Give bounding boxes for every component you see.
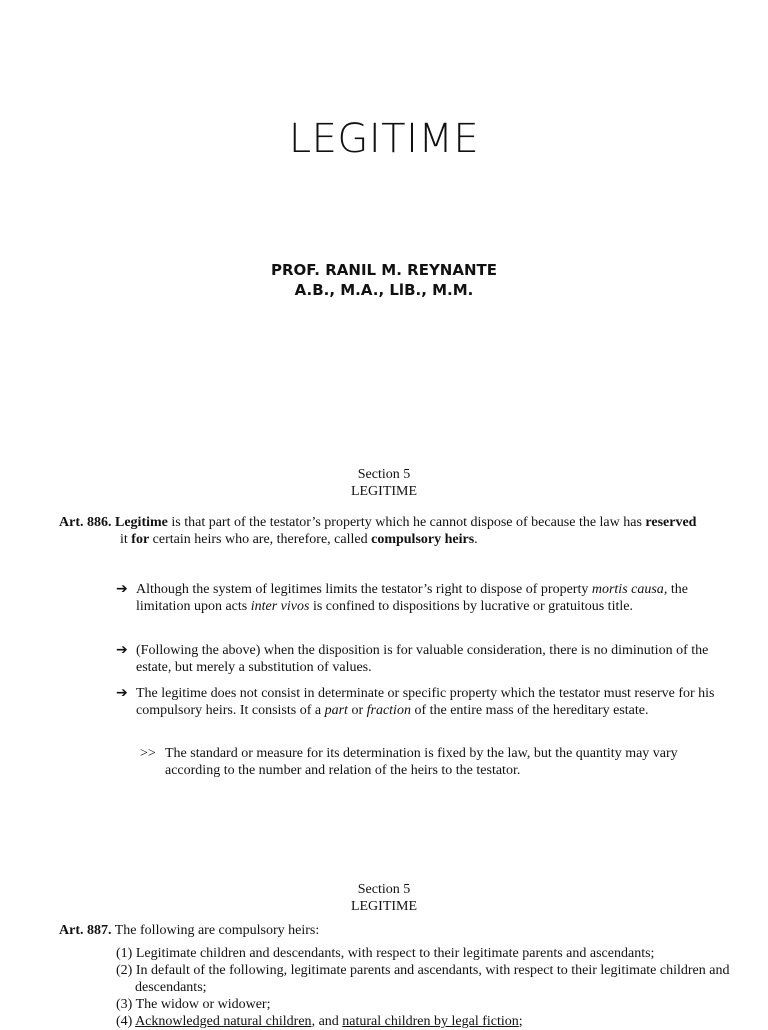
article-number: Art. 887.	[59, 923, 112, 938]
underlined-term: natural children by legal fiction	[342, 1014, 519, 1029]
bullet-text: The legitime does not consist in determinate or specific property which the testator must reserve for his compulsory heirs. It consists of a	[136, 686, 715, 718]
section-heading	[0, 466, 768, 500]
bullet-item	[116, 685, 716, 719]
list-item: (3) The widow or widower;	[116, 997, 271, 1012]
right-arrow-icon: ➔	[116, 685, 128, 701]
bullet-text: is confined to dispositions by lucrative or gratuitous title.	[309, 599, 633, 614]
section-title: LEGITIME	[350, 899, 418, 914]
bullet-text: (Following the above) when the disposition is for valuable consideration, there is no diminution of the estate, but merely a substitution of values.	[136, 643, 709, 675]
section-heading	[0, 881, 768, 915]
article-text: The following are compulsory heirs:	[111, 923, 320, 938]
italic-term: mortis causa	[591, 582, 664, 597]
section-label: Section 5	[357, 467, 411, 482]
underlined-term: Acknowledged natural children	[135, 1014, 312, 1029]
sub-bullet-text: The standard or measure for its determination is fixed by the law, but the quantity may vary according to the number and relation of the heirs to the testator.	[165, 746, 678, 778]
bullet-text: or	[347, 703, 367, 718]
bullet-item	[116, 581, 716, 615]
list-item	[116, 1013, 756, 1030]
compulsory-heirs-list	[116, 945, 756, 1030]
sub-bullet-item	[140, 745, 725, 779]
right-arrow-icon: ➔	[116, 642, 128, 658]
italic-term: part	[324, 703, 348, 718]
article-number: Art. 886.	[59, 515, 112, 530]
bullet-text: Although the system of legitimes limits the testator’s right to dispose of property	[136, 582, 592, 597]
section-label: Section 5	[357, 882, 411, 897]
article-text	[59, 514, 699, 548]
bullet-text: of the entire mass of the hereditary estate.	[410, 703, 649, 718]
article-text-part: .	[474, 532, 478, 547]
bold-compulsory-heirs: compulsory heirs	[371, 532, 475, 547]
list-item: (1) Legitimate children and descendants, with respect to their legitimate parents and ascendants;	[116, 946, 655, 961]
list-item: (2) In default of the following, legitimate parents and ascendants, with respect to their legitimate children and descendants;	[116, 963, 730, 995]
sub-bullet-mark: >>	[140, 746, 156, 761]
author-name: PROF. RANIL M. REYNANTE	[270, 261, 498, 279]
article-text-part: certain heirs who are, therefore, called	[149, 532, 372, 547]
bold-reserved: reserved	[645, 515, 697, 530]
article-886	[59, 514, 699, 548]
author-degrees: A.B., M.A., LlB., M.M.	[294, 281, 474, 299]
list-item-text: , and	[311, 1014, 343, 1029]
article-text-part: is that part of the testator’s property which he cannot dispose of because the law has	[167, 515, 646, 530]
document-title: LEGITIME	[288, 116, 480, 162]
bullet-item	[116, 642, 716, 676]
italic-term: inter vivos	[250, 599, 310, 614]
article-term: Legitime	[115, 515, 168, 530]
author-block	[0, 260, 768, 300]
article-text-part: it	[120, 532, 132, 547]
bold-for: for	[131, 532, 150, 547]
section-title: LEGITIME	[350, 484, 418, 499]
article-887	[59, 922, 699, 939]
italic-term: fraction	[366, 703, 411, 718]
bullet-text: , the limitation upon acts	[136, 582, 688, 614]
list-item-number: (4)	[116, 1014, 136, 1029]
right-arrow-icon: ➔	[116, 581, 128, 597]
list-item-text: ;	[518, 1014, 523, 1029]
